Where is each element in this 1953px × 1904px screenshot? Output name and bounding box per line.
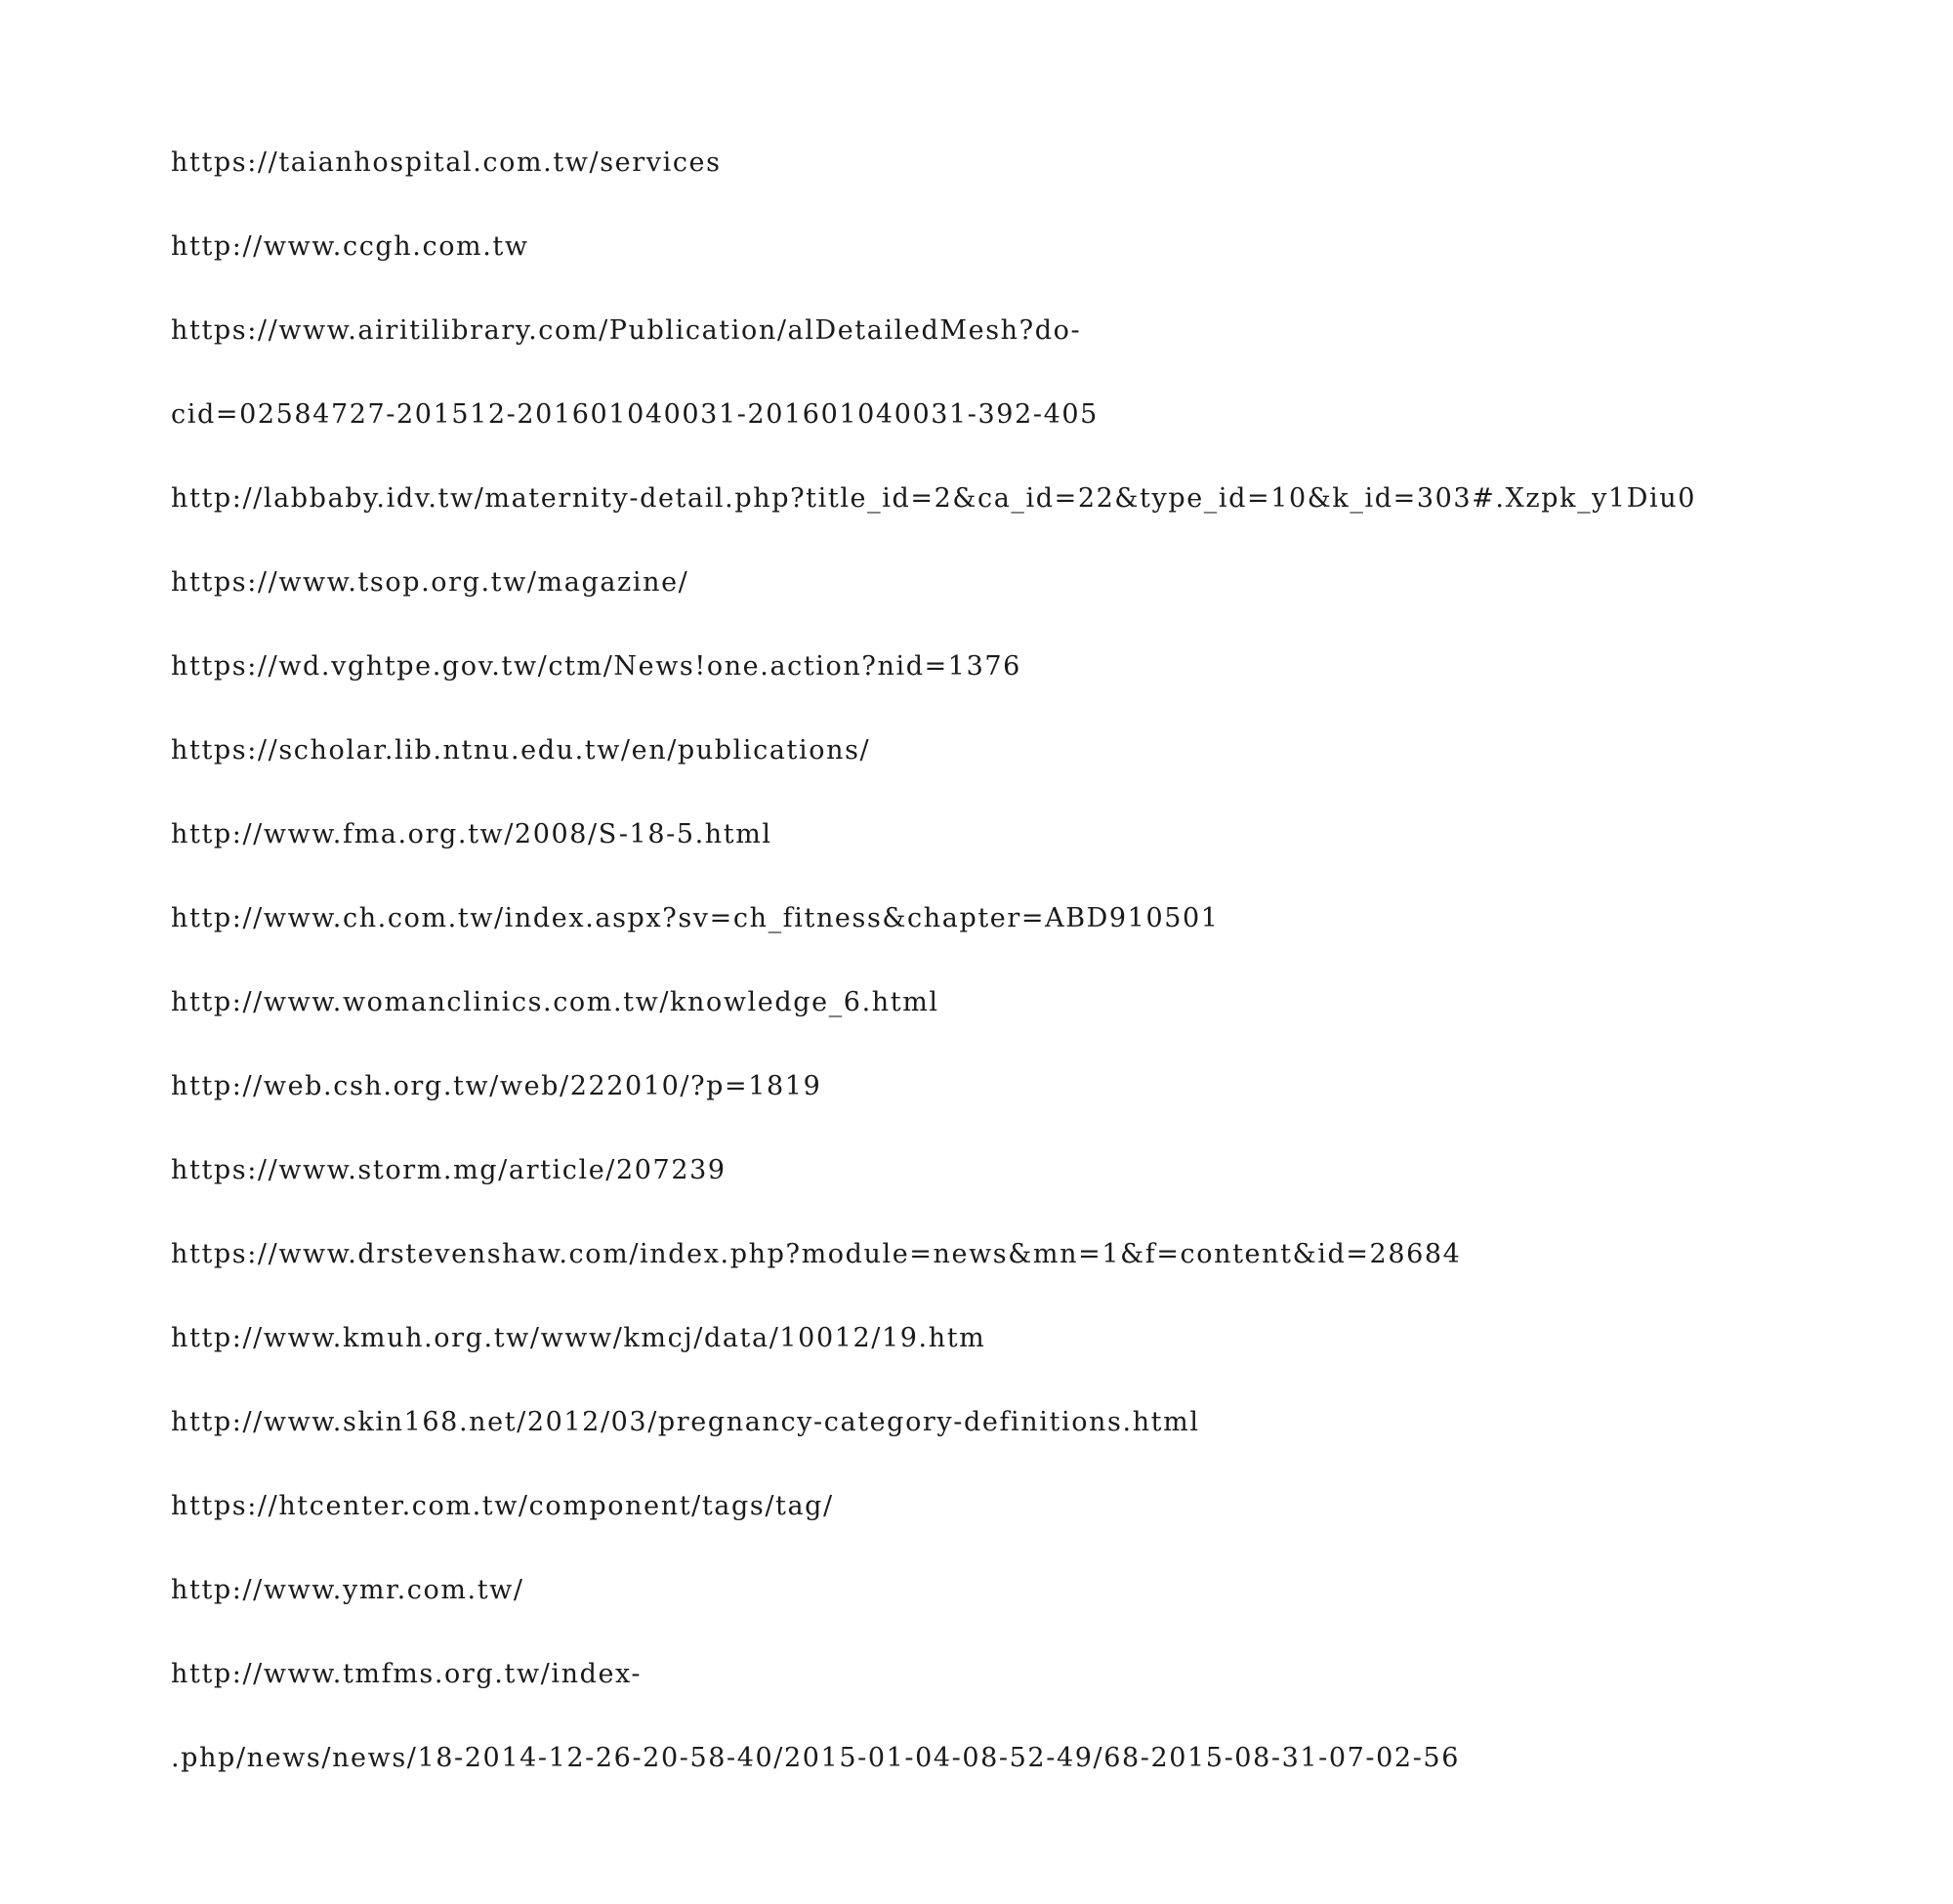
url-line: http://labbaby.idv.tw/maternity-detail.php?title_id=2&ca_id=22&type_id=10&k_id=303#.Xzpk_y1Diu0 xyxy=(171,483,1697,514)
url-line: http://www.tmfms.org.tw/index- xyxy=(171,1659,643,1689)
url-line: .php/news/news/18-2014-12-26-20-58-40/2015-01-04-08-52-49/68-2015-08-31-07-02-56 xyxy=(171,1743,1460,1773)
url-line: http://www.fma.org.tw/2008/S-18-5.html xyxy=(171,819,772,849)
url-line: http://www.skin168.net/2012/03/pregnancy-category-definitions.html xyxy=(171,1407,1200,1437)
url-line: https://scholar.lib.ntnu.edu.tw/en/publications/ xyxy=(171,735,871,766)
url-line: https://www.drstevenshaw.com/index.php?module=news&mn=1&f=content&id=28684 xyxy=(171,1239,1462,1269)
url-line: http://www.ccgh.com.tw xyxy=(171,231,529,262)
url-line: https://www.tsop.org.tw/magazine/ xyxy=(171,567,689,598)
url-line: https://www.storm.mg/article/207239 xyxy=(171,1155,727,1185)
url-line: http://www.ch.com.tw/index.aspx?sv=ch_fitness&chapter=ABD910501 xyxy=(171,903,1220,933)
reference-url-list xyxy=(171,144,1696,1823)
url-line: https://www.airitilibrary.com/Publication/alDetailedMesh?do- xyxy=(171,315,1082,346)
url-line: https://htcenter.com.tw/component/tags/tag/ xyxy=(171,1491,834,1521)
url-line: http://web.csh.org.tw/web/222010/?p=1819 xyxy=(171,1071,822,1101)
url-line: cid=02584727-201512-201601040031-201601040031-392-405 xyxy=(171,399,1099,430)
url-line: https://wd.vghtpe.gov.tw/ctm/News!one.action?nid=1376 xyxy=(171,651,1021,682)
url-line: http://www.ymr.com.tw/ xyxy=(171,1575,524,1605)
url-line: http://www.kmuh.org.tw/www/kmcj/data/10012/19.htm xyxy=(171,1323,986,1353)
url-line: https://taianhospital.com.tw/services xyxy=(171,147,722,178)
url-line: http://www.womanclinics.com.tw/knowledge_6.html xyxy=(171,987,939,1017)
